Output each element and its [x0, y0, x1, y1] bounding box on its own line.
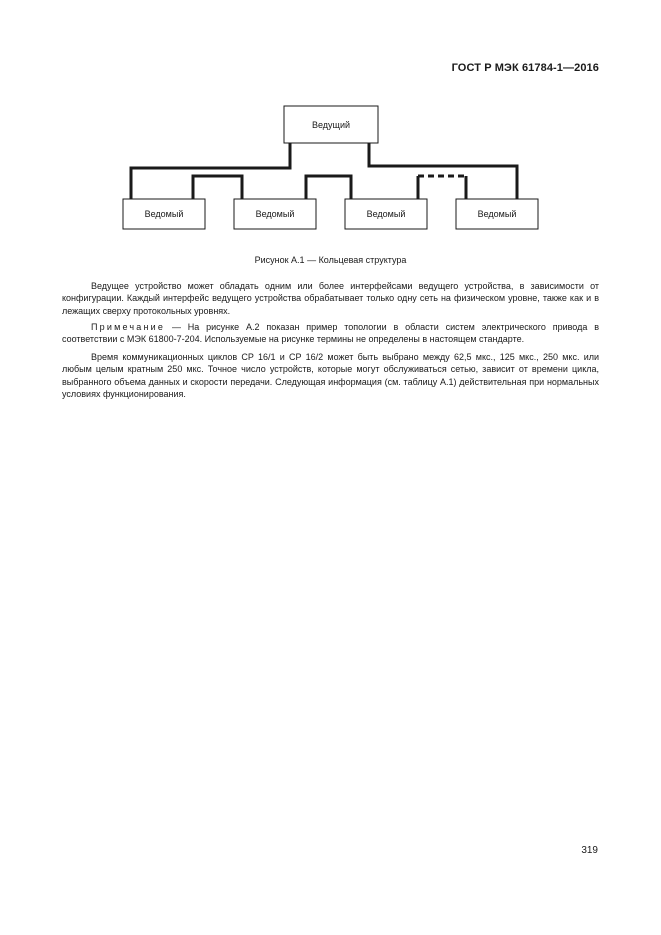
master-node: [284, 106, 378, 143]
slave-node-2: [234, 199, 316, 229]
ring-link-slave-4-to-master: [369, 142, 517, 199]
slave-node-4: [456, 199, 538, 229]
note-label: Примечание: [91, 322, 166, 332]
paragraph-master-interfaces: Ведущее устройство может обладать одним или более интерфейсами ведущего устройства, в зависимости от конфигурации. Каждый интерфейс ведущего устройства обрабатывает только одну сеть на физическом уровне, также как и в лежащих сверху протокольных уровнях.: [62, 281, 599, 316]
slave-node-1: [123, 199, 205, 229]
slave-label: Ведомый: [255, 209, 295, 219]
note-text: — На рисунке А.2 показан пример топологии в области систем электрического привода в соответствии с МЭК 61800-7-204. Используемые на рисунке термины не определены в настоящем стандарте.: [62, 322, 599, 345]
paragraph-cycle-time: Время коммуникационных циклов CP 16/1 и CP 16/2 может быть выбрано между 62,5 мкс., 125 мкс., 250 мкс. или любым целым кратным 250 мкс. Точное число устройств, которые могут обслуживаться сетью, зависит от времени цикла, выбранного объема данных и скорости передачи. Следующая информация (см. таблицу А.1) действительная при нормальных условиях функционирования.: [62, 352, 599, 400]
ring-link-slave-1-to-slave-2: [193, 176, 242, 199]
ring-link-master-to-slave-1: [131, 142, 290, 199]
ring-lines: [131, 142, 517, 199]
slave-label: Ведомый: [366, 209, 406, 219]
slave-node-3: [345, 199, 427, 229]
figure-caption: Рисунок А.1 — Кольцевая структура: [254, 255, 407, 265]
slave-label: Ведомый: [477, 209, 517, 219]
note-paragraph: [62, 321, 599, 346]
ring-structure-diagram: [0, 0, 661, 245]
document-header: ГОСТ Р МЭК 61784-1—2016: [451, 62, 599, 74]
master-label: Ведущий: [311, 120, 351, 130]
page-number: 319: [581, 845, 598, 856]
ring-link-slave-2-to-slave-3: [306, 176, 351, 199]
slave-label: Ведомый: [144, 209, 184, 219]
